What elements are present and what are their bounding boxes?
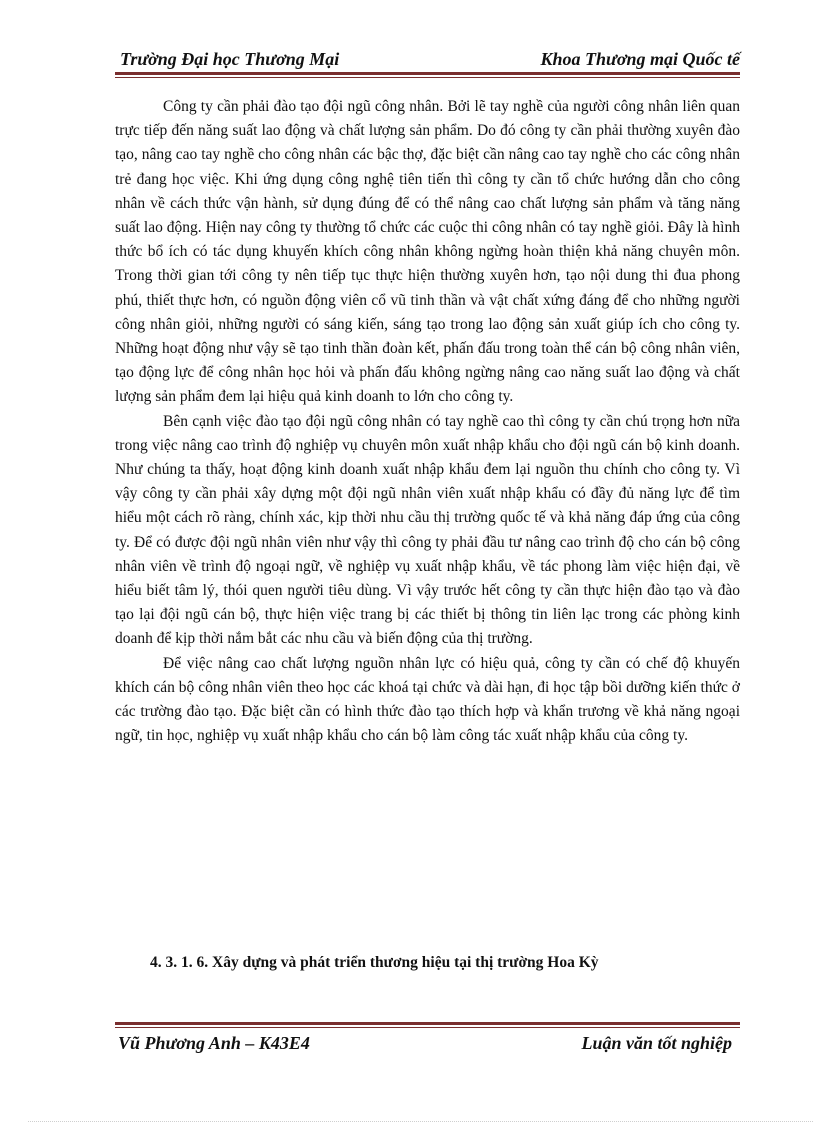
- faculty-name: Khoa Thương mại Quốc tế: [540, 49, 740, 69]
- author-name: Vũ Phương Anh – K43E4: [118, 1033, 310, 1053]
- document-type: Luận văn tốt nghiệp: [581, 1033, 732, 1053]
- footer-rule: [115, 1022, 740, 1028]
- section-heading: 4. 3. 1. 6. Xây dựng và phát triển thương hiệu tại thị trường Hoa Kỳ: [150, 954, 599, 971]
- header-rule: [115, 72, 740, 78]
- page-edge-divider: [28, 1121, 813, 1122]
- paragraph-incentives: Để việc nâng cao chất lượng nguồn nhân lực có hiệu quả, công ty cần có chế độ khuyến khích cán bộ công nhân viên theo học các khoá tại chức và dài hạn, đi học tập bồi dưỡng kiến thức ở các trường đào tạo. Đặc biệt cần có hình thức đào tạo thích hợp và khẩn trương về khả năng ngoại ngữ, tin học, nghiệp vụ xuất nhập khẩu cho cán bộ làm công tác xuất nhập khẩu của công ty.: [115, 654, 740, 745]
- university-name: Trường Đại học Thương Mại: [120, 49, 340, 69]
- paragraph-staff-training: Bên cạnh việc đào tạo đội ngũ công nhân có tay nghề cao thì công ty cần chú trọng hơn nữa trong việc nâng cao trình độ nghiệp vụ chuyên môn xuất nhập khẩu cho đội ngũ cán bộ kinh doanh. Như chúng ta thấy, hoạt động kinh doanh xuất nhập khẩu đem lại nguồn thu chính cho công ty. Vì vậy công ty cần phải xây dựng một đội ngũ nhân viên xuất nhập khẩu có đầy đủ năng lực để tìm hiểu một cách rõ ràng, chính xác, kịp thời nhu cầu thị trường quốc tế và khả năng đáp ứng của công ty. Để có được đội ngũ nhân viên như vậy thì công ty phải đầu tư nâng cao trình độ cho cán bộ công nhân viên về trình độ ngoại ngữ, về nghiệp vụ xuất nhập khẩu, về tác phong làm việc hiện đại, về hiểu biết tâm lý, thói quen người tiêu dùng. Vì vậy trước hết công ty cần thực hiện đào tạo và đào tạo lại đội ngũ cán bộ, thực hiện việc trang bị các thiết bị thông tin liên lạc trong các phòng kinh doanh để kịp thời nắm bắt các nhu cầu và biến động của thị trường.: [115, 412, 740, 648]
- body-text: [115, 95, 740, 748]
- page-header: [115, 47, 740, 73]
- paragraph-worker-training: Công ty cần phải đào tạo đội ngũ công nhân. Bởi lẽ tay nghề của người công nhân liên quan trực tiếp đến năng suất lao động và chất lượng sản phẩm. Do đó công ty cần phải thường xuyên đào tạo, nâng cao tay nghề cho công nhân các bậc thợ, đặc biệt cần nâng cao tay nghề cho các công nhân trẻ đang học việc. Khi ứng dụng công nghệ tiên tiến thì công ty cần tổ chức hướng dẫn cho công nhân về cách thức vận hành, sử dụng đúng để có thể nâng cao chất lượng sản phẩm và tăng năng suất lao động. Hiện nay công ty thường tổ chức các cuộc thi công nhân có tay nghề giỏi. Đây là hình thức bổ ích có tác dụng khuyến khích công nhân không ngừng hoàn thiện khả năng chuyên môn. Trong thời gian tới công ty nên tiếp tục thực hiện thường xuyên hơn, tạo nội dung thi đua phong phú, thiết thực hơn, có nguồn động viên cổ vũ tinh thần và vật chất xứng đáng để cho những người công nhân giỏi, những người có sáng kiến, sáng tạo trong lao động sản xuất giúp ích cho công ty. Những hoạt động như vậy sẽ tạo tinh thần đoàn kết, phấn đấu trong toàn thể cán bộ công nhân viên, tạo động lực để công nhân học hỏi và phấn đấu không ngừng nâng cao năng suất lao động và chất lượng sản phẩm đem lại hiệu quả kinh doanh to lớn cho công ty.: [115, 98, 740, 406]
